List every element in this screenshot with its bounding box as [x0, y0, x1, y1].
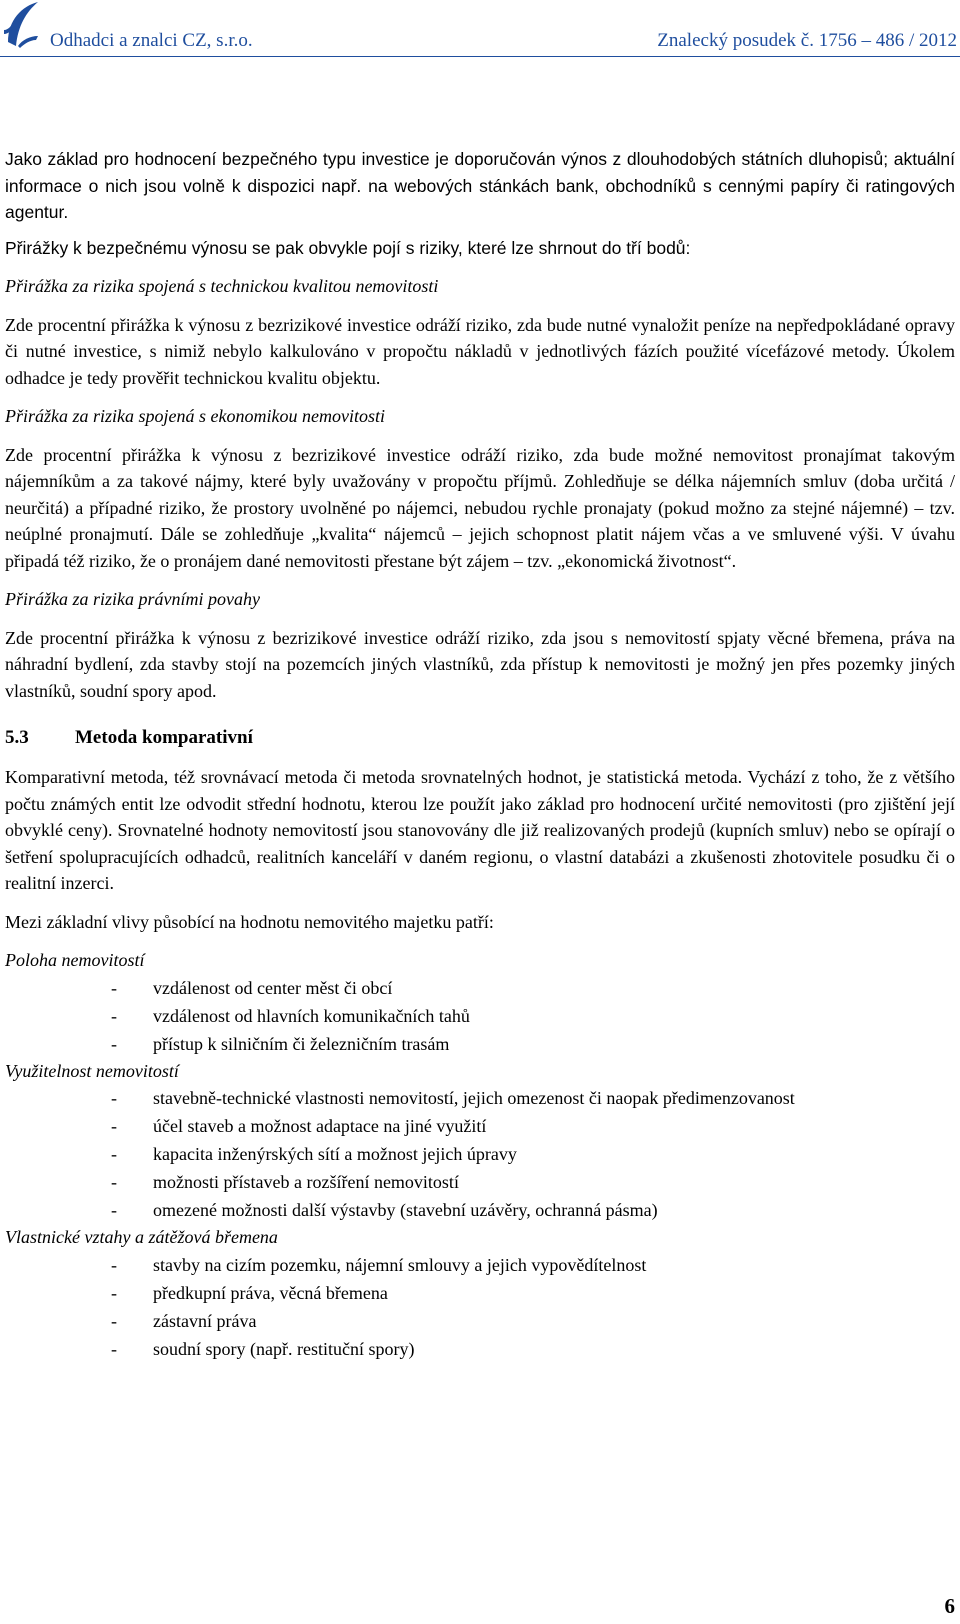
list-item: - kapacita inženýrských sítí a možnost jejich úpravy [5, 1140, 955, 1168]
surcharges-intro: Přirážky k bezpečnému výnosu se pak obvykle pojí s riziky, které lze shrnout do tří bodů: [5, 237, 691, 258]
group-ownership: Vlastnické vztahy a zátěžová břemena [5, 1227, 278, 1247]
paragraph-legal-risk: Zde procentní přirážka k výnosu z bezrizikové investice odráží riziko, zda jsou s nemovitostí spjaty věcné břemena, práva na náhradní bydlení, zda stavby stojí na pozemcích jiných vlastníků, zda přístup k nemovitosti je možný jen přes pozemky jiných vlastníků, soudní spory apod. [5, 627, 955, 701]
heading-technical-risk: Přirážka za rizika spojená s technickou kvalitou nemovitosti [5, 276, 439, 296]
paragraph-technical-risk: Zde procentní přirážka k výnosu z bezrizikové investice odráží riziko, zda bude nutné vynaložit peníze na nepředpokládané opravy či nutné investice, s nimiž nebylo kalkulováno v propočtu nákladů v jednotlivých fázích použité vícefázové metody. Úkolem odhadce je tedy prověřit technickou kvalitu objektu. [5, 314, 955, 388]
company-logo-icon [2, 0, 40, 50]
location-list [5, 974, 955, 1058]
document-reference: Znalecký posudek č. 1756 – 486 / 2012 [657, 30, 957, 51]
list-item: - předkupní práva, věcná břemena [5, 1279, 955, 1307]
intro-paragraph: Jako základ pro hodnocení bezpečného typu investice je doporučován výnos z dlouhodobých státních dluhopisů; aktuální informace o nich jsou volně k dispozici např. na webových stánkách bank, obchodníků s cennými papíry či ratingových agentur. [5, 149, 955, 222]
influences-intro: Mezi základní vlivy působící na hodnotu nemovitého majetku patří: [5, 911, 494, 932]
list-item: - stavebně-technické vlastnosti nemovitostí, jejich omezenost či naopak předimenzovanost [5, 1084, 955, 1112]
document-body [5, 146, 955, 1363]
section-number: 5.3 [5, 727, 29, 748]
page-header [0, 0, 960, 58]
list-item: - možnosti přístaveb a rozšíření nemovitostí [5, 1168, 955, 1196]
paragraph-economic-risk: Zde procentní přirážka k výnosu z bezrizikové investice odráží riziko, zda bude možné nemovitost pronajímat takovým nájemníkům a za takové nájmy, které byly uvažovány v propočtu příjmů. Zohledňuje se délka nájemních smluv (doba určitá / neurčitá) a případné riziko, že prostory uvolněné po nájemci, nebudou rychle pronajaty (pokud možno za stejné nájemné) – tzv. neúplné pronajmutí. Dále se zohledňuje „kvalita“ nájemců – jejich schopnost platit nájem včas a ve smluvené výši. V úvahu připadá též riziko, že o pronájem dané nemovitosti přestane být zájem – tzv. „ekonomická životnost“. [5, 444, 955, 571]
list-item: - vzdálenost od center měst či obcí [5, 974, 955, 1002]
page-number: 6 [944, 1594, 955, 1618]
list-item: - stavby na cizím pozemku, nájemní smlouvy a jejich vypovědítelnost [5, 1251, 955, 1279]
list-item: - omezené možnosti další výstavby (stavební uzávěry, ochranná pásma) [5, 1196, 955, 1224]
list-item: - přístup k silničním či železničním trasám [5, 1030, 955, 1058]
header-divider [0, 56, 960, 57]
company-name: Odhadci a znalci CZ, s.r.o. [50, 30, 253, 51]
list-item: - soudní spory (např. restituční spory) [5, 1335, 955, 1363]
paragraph-comparative: Komparativní metoda, též srovnávací metoda či metoda srovnatelných hodnot, je statistická metoda. Vychází z toho, že z většího počtu známých entit lze odvodit střední hodnotu, kterou lze použít jako základ pro hodnocení určité nemovitosti (pro zjištění její obvyklé ceny). Srovnatelné hodnoty nemovitostí jsou stanovovány dle již realizovaných prodejů (kupních smluv) nebo se opírají o šetření spolupracujících odhadců, realitních kanceláří v daném regionu, o vlastní databázi a zkušenosti zhotovitele posudku či o realitní inzerci. [5, 767, 955, 893]
ownership-list [5, 1251, 955, 1363]
list-item: - zástavní práva [5, 1307, 955, 1335]
heading-legal-risk: Přirážka za rizika právními povahy [5, 589, 260, 609]
list-item: - účel staveb a možnost adaptace na jiné využití [5, 1112, 955, 1140]
usability-list [5, 1084, 955, 1224]
section-title: Metoda komparativní [75, 727, 253, 748]
list-item: - vzdálenost od hlavních komunikačních tahů [5, 1002, 955, 1030]
heading-economic-risk: Přirážka za rizika spojená s ekonomikou nemovitosti [5, 406, 385, 426]
group-usability: Využitelnost nemovitostí [5, 1060, 179, 1081]
group-location: Poloha nemovitostí [5, 950, 145, 970]
section-heading [5, 724, 955, 752]
